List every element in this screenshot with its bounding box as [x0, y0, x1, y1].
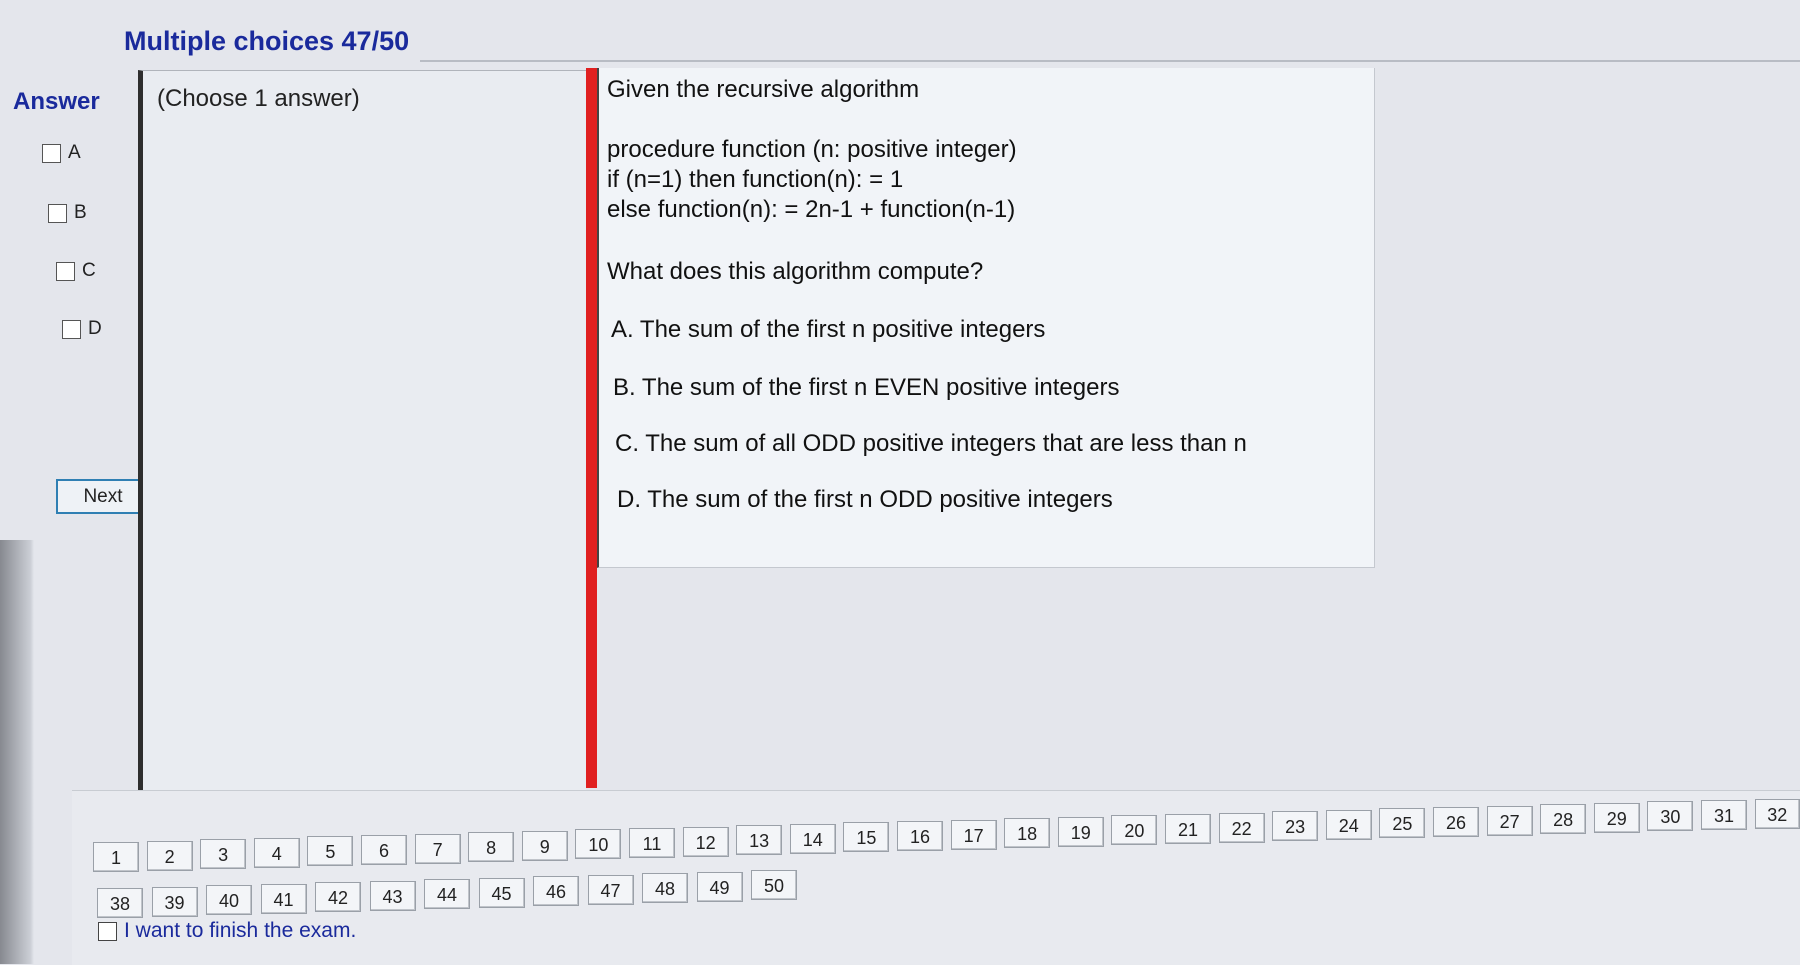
- option-d-label: D: [88, 318, 102, 339]
- question-nav-button[interactable]: 12: [683, 827, 729, 857]
- question-nav-button[interactable]: 11: [629, 828, 675, 858]
- question-nav-button[interactable]: 29: [1594, 803, 1640, 833]
- question-nav-button[interactable]: 9: [522, 831, 568, 861]
- choice-a: A. The sum of the first n positive integers: [611, 316, 1046, 343]
- code-line-3: else function(n): = 2n-1 + function(n-1): [607, 196, 1016, 223]
- question-nav-button[interactable]: 27: [1487, 806, 1533, 836]
- question-nav-button[interactable]: 7: [415, 834, 461, 864]
- question-nav-button[interactable]: 44: [424, 879, 470, 909]
- question-nav-button[interactable]: 40: [206, 885, 252, 915]
- option-c-label: C: [82, 260, 96, 281]
- question-nav-button[interactable]: 21: [1165, 814, 1211, 844]
- question-nav-button[interactable]: 3: [200, 839, 246, 869]
- left-shadow: [0, 540, 34, 964]
- question-nav-button[interactable]: 10: [575, 829, 621, 859]
- choose-hint: (Choose 1 answer): [157, 85, 360, 112]
- question-nav-button[interactable]: 39: [152, 887, 198, 917]
- question-nav-button[interactable]: 26: [1433, 807, 1479, 837]
- question-nav-button[interactable]: 46: [533, 876, 579, 906]
- question-nav-button[interactable]: 50: [751, 870, 797, 900]
- question-nav-button[interactable]: 2: [147, 841, 193, 871]
- question-nav-button[interactable]: 23: [1272, 811, 1318, 841]
- question-nav-button[interactable]: 1: [93, 842, 139, 872]
- answer-panel: [138, 70, 586, 790]
- question-nav-button[interactable]: 31: [1701, 800, 1747, 830]
- question-nav-button[interactable]: 4: [254, 838, 300, 868]
- question-prompt: What does this algorithm compute?: [607, 258, 984, 285]
- question-nav-button[interactable]: 6: [361, 835, 407, 865]
- question-nav-button[interactable]: 30: [1647, 801, 1693, 831]
- panel-separator: [586, 68, 597, 788]
- question-nav-button[interactable]: 8: [468, 832, 514, 862]
- checkbox-a[interactable]: [42, 144, 61, 163]
- checkbox-b[interactable]: [48, 204, 67, 223]
- divider: [420, 60, 1800, 62]
- page-title: Multiple choices 47/50: [124, 26, 410, 56]
- question-nav-button[interactable]: 18: [1004, 818, 1050, 848]
- option-a-label: A: [68, 142, 81, 163]
- choice-c: C. The sum of all ODD positive integers that are less than n: [615, 430, 1247, 457]
- option-a[interactable]: [42, 142, 81, 164]
- question-nav-button[interactable]: 41: [261, 884, 307, 914]
- choice-b: B. The sum of the first n EVEN positive integers: [613, 374, 1120, 401]
- checkbox-d[interactable]: [62, 320, 81, 339]
- question-nav-button[interactable]: 28: [1540, 804, 1586, 834]
- question-nav-button[interactable]: 25: [1379, 808, 1425, 838]
- question-nav-button[interactable]: 13: [736, 825, 782, 855]
- code-line-2: if (n=1) then function(n): = 1: [607, 166, 904, 193]
- choice-d: D. The sum of the first n ODD positive integers: [617, 486, 1113, 513]
- question-nav-button[interactable]: 38: [97, 888, 143, 918]
- question-nav-button[interactable]: 20: [1111, 815, 1157, 845]
- option-b-label: B: [74, 202, 87, 223]
- option-c[interactable]: [56, 260, 96, 282]
- question-nav-button[interactable]: 49: [697, 872, 743, 902]
- question-nav-button[interactable]: 19: [1058, 817, 1104, 847]
- question-panel: [597, 68, 1375, 568]
- question-nav-button[interactable]: 32: [1755, 799, 1800, 829]
- question-nav-button[interactable]: 24: [1326, 810, 1372, 840]
- question-nav-button[interactable]: 15: [843, 822, 889, 852]
- next-button[interactable]: Next: [56, 479, 150, 514]
- option-b[interactable]: [48, 202, 87, 224]
- question-intro: Given the recursive algorithm: [607, 76, 920, 103]
- question-nav-button[interactable]: 17: [951, 820, 997, 850]
- finish-checkbox[interactable]: [98, 922, 117, 941]
- question-nav-button[interactable]: 16: [897, 821, 943, 851]
- answer-label: Answer: [13, 88, 100, 115]
- question-nav-button[interactable]: 45: [479, 878, 525, 908]
- question-nav-button[interactable]: 48: [642, 873, 688, 903]
- question-nav-button[interactable]: 42: [315, 882, 361, 912]
- code-line-1: procedure function (n: positive integer): [607, 136, 1017, 163]
- question-nav-button[interactable]: 43: [370, 881, 416, 911]
- option-d[interactable]: [62, 318, 102, 340]
- finish-label: I want to finish the exam.: [124, 919, 357, 942]
- question-nav-button[interactable]: 14: [790, 824, 836, 854]
- checkbox-c[interactable]: [56, 262, 75, 281]
- question-nav-button[interactable]: 22: [1219, 813, 1265, 843]
- finish-exam-option[interactable]: [98, 919, 356, 943]
- question-nav-button[interactable]: 5: [307, 836, 353, 866]
- question-nav-button[interactable]: 47: [588, 875, 634, 905]
